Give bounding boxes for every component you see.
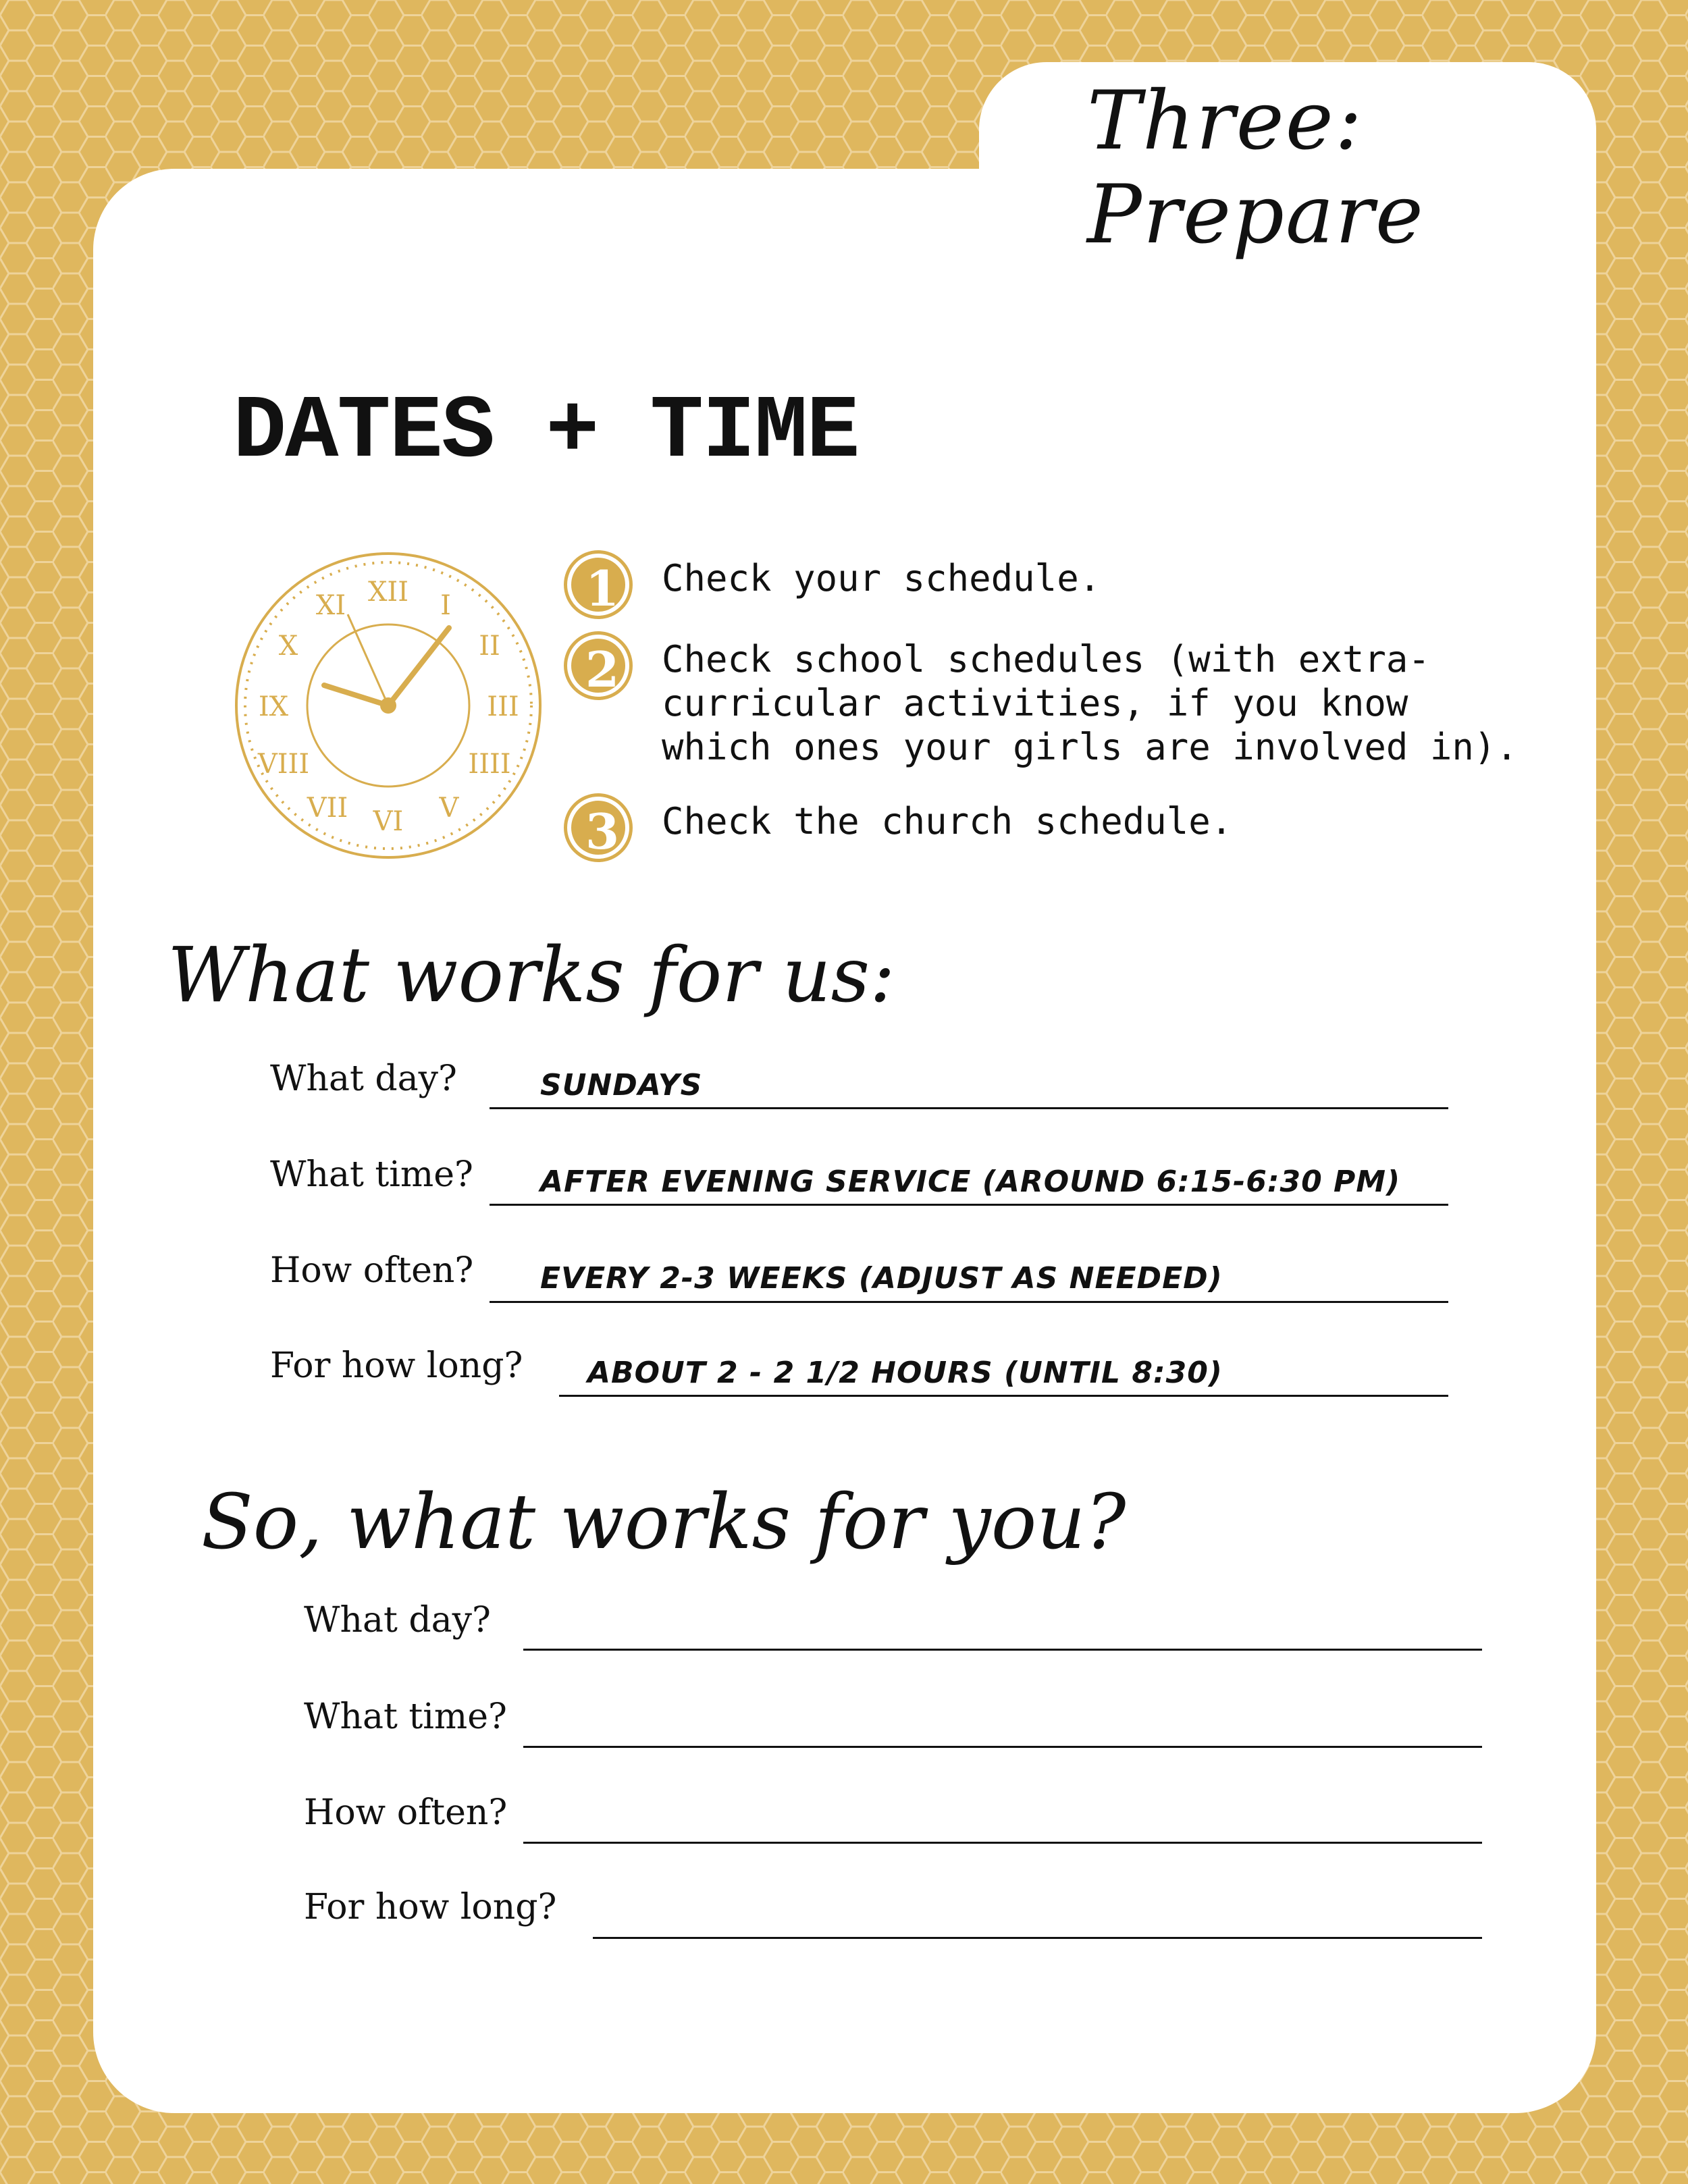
your-section-title: So, what works for you?: [201, 1479, 1126, 1566]
answer-text: SUNDAYS: [540, 1068, 703, 1102]
svg-text:VIII: VIII: [257, 749, 310, 780]
tab-title: Three: Prepare: [1087, 74, 1425, 262]
answer-line[interactable]: [523, 1746, 1482, 1748]
answer-line: [490, 1301, 1448, 1303]
roman-numeral-clock-icon: [226, 547, 550, 864]
answer-line: [559, 1395, 1448, 1397]
our-section-title: What works for us:: [167, 932, 895, 1019]
svg-text:V: V: [439, 793, 459, 824]
answer-text: ABOUT 2 - 2 1/2 HOURS (UNTIL 8:30): [587, 1356, 1223, 1390]
question-label: What day?: [270, 1059, 457, 1099]
svg-text:VII: VII: [307, 793, 348, 824]
answer-text: EVERY 2-3 WEEKS (ADJUST AS NEEDED): [540, 1261, 1223, 1296]
step-number-badge: 2: [567, 635, 629, 697]
svg-text:XII: XII: [367, 577, 409, 608]
answer-text: AFTER EVENING SERVICE (AROUND 6:15-6:30 PM): [540, 1165, 1401, 1199]
question-label: For how long?: [270, 1346, 523, 1386]
step-text: Check school schedules (with extra-curricular activities, if you know which ones your girls are involved in).: [662, 638, 1518, 768]
svg-text:IX: IX: [258, 691, 289, 722]
svg-text:VI: VI: [373, 806, 404, 837]
step-number-badge: 3: [567, 797, 629, 859]
svg-text:II: II: [479, 631, 500, 662]
answer-line[interactable]: [523, 1649, 1482, 1651]
page-title: DATES + TIME: [233, 381, 859, 483]
svg-text:I: I: [440, 590, 451, 621]
question-label: For how long?: [304, 1887, 557, 1927]
answer-line: [490, 1107, 1448, 1109]
answer-line[interactable]: [593, 1937, 1482, 1939]
svg-text:III: III: [487, 691, 519, 722]
question-label: How often?: [304, 1792, 508, 1833]
question-label: What time?: [304, 1697, 507, 1737]
step-text: Check the church schedule.: [662, 800, 1233, 843]
svg-text:IIII: IIII: [468, 749, 511, 780]
question-label: What day?: [304, 1600, 491, 1641]
step-text: Check your schedule.: [662, 557, 1101, 600]
svg-text:XI: XI: [315, 590, 346, 621]
question-label: What time?: [270, 1154, 473, 1195]
answer-line: [490, 1204, 1448, 1206]
svg-text:X: X: [278, 631, 298, 662]
answer-line[interactable]: [523, 1842, 1482, 1844]
question-label: How often?: [270, 1250, 474, 1291]
step-number-badge: 1: [567, 554, 629, 616]
